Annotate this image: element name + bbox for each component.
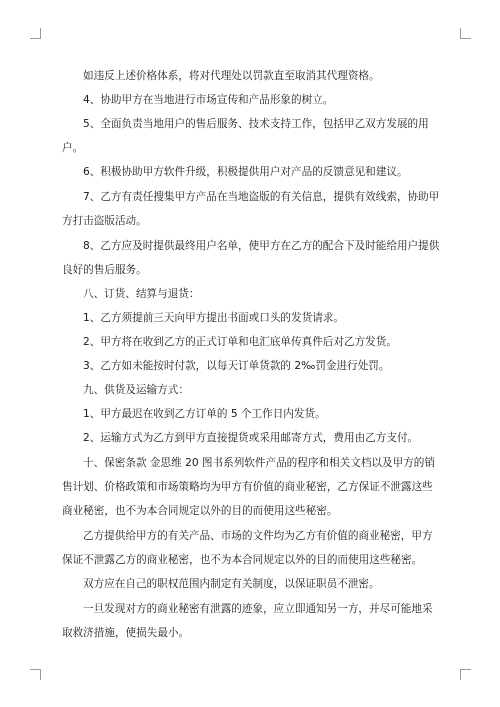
paragraph-supply-2: 2、运输方式为乙方到甲方直接提货或采用邮寄方式，费用由乙方支付。 — [83, 432, 419, 444]
crop-mark-bottom-right — [460, 669, 471, 680]
paragraph-item-5: 5、全面负责当地用户的售后服务、技术支持工作，包括甲乙双方发展的用户。 — [62, 118, 429, 154]
paragraph-item-6: 6、积极协助甲方软件升级，积极提供用户对产品的反馈意见和建议。 — [83, 166, 408, 178]
paragraph-order-3: 3、乙方如未能按时付款，以每天订单货款的 2‰罚金进行处罚。 — [83, 360, 390, 372]
document-body — [62, 64, 442, 645]
section-confidentiality: 十、保密条款 金思维 20 图书系列软件产品的程序和相关文档以及甲方的销售计划、价格政策和市场策略均为甲方有价值的商业秘密，乙方保证不泄露这些商业秘密，也不为本合同规定以外的目的而使用这些秘密。 — [62, 457, 435, 517]
paragraph-supply-1: 1、甲方最迟在收到乙方订单的 5 个工作日内发货。 — [83, 408, 326, 420]
section-heading-ordering: 八、订货、结算与退货： — [83, 288, 200, 300]
paragraph-confidentiality-3: 双方应在自己的职权范围内制定有关制度，以保证职员不泄密。 — [83, 578, 380, 590]
crop-mark-top-right — [460, 28, 471, 39]
paragraph-order-1: 1、乙方须提前三天向甲方提出书面或口头的发货请求。 — [83, 312, 344, 324]
paragraph-order-2: 2、甲方将在收到乙方的正式订单和电汇底单传真件后对乙方发货。 — [83, 336, 397, 348]
paragraph-item-7: 7、乙方有责任搜集甲方产品在当地盗版的有关信息，提供有效线索，协助甲方打击盗版活动。 — [62, 191, 440, 227]
paragraph-item-8: 8、乙方应及时提供最终用户名单，使甲方在乙方的配合下及时能给用户提供良好的售后服务。 — [62, 240, 440, 276]
paragraph-item-4: 4、协助甲方在当地进行市场宣传和产品形象的树立。 — [83, 94, 334, 106]
section-heading-supply: 九、供货及运输方式： — [83, 384, 189, 396]
paragraph-price-violation: 如违反上述价格体系，将对代理处以罚款直至取消其代理资格。 — [83, 70, 380, 82]
paragraph-confidentiality-4: 一旦发现对方的商业秘密有泄露的迹象，应立即通知另一方，并尽可能地采取救济措施，使损失最小。 — [62, 603, 433, 639]
crop-mark-bottom-left — [30, 669, 41, 680]
crop-mark-top-left — [30, 28, 41, 39]
paragraph-confidentiality-2: 乙方提供给甲方的有关产品、市场的文件均为乙方有价值的商业秘密，甲方保证不泄露乙方的商业秘密，也不为本合同规定以外的目的而使用这些秘密。 — [62, 530, 433, 566]
